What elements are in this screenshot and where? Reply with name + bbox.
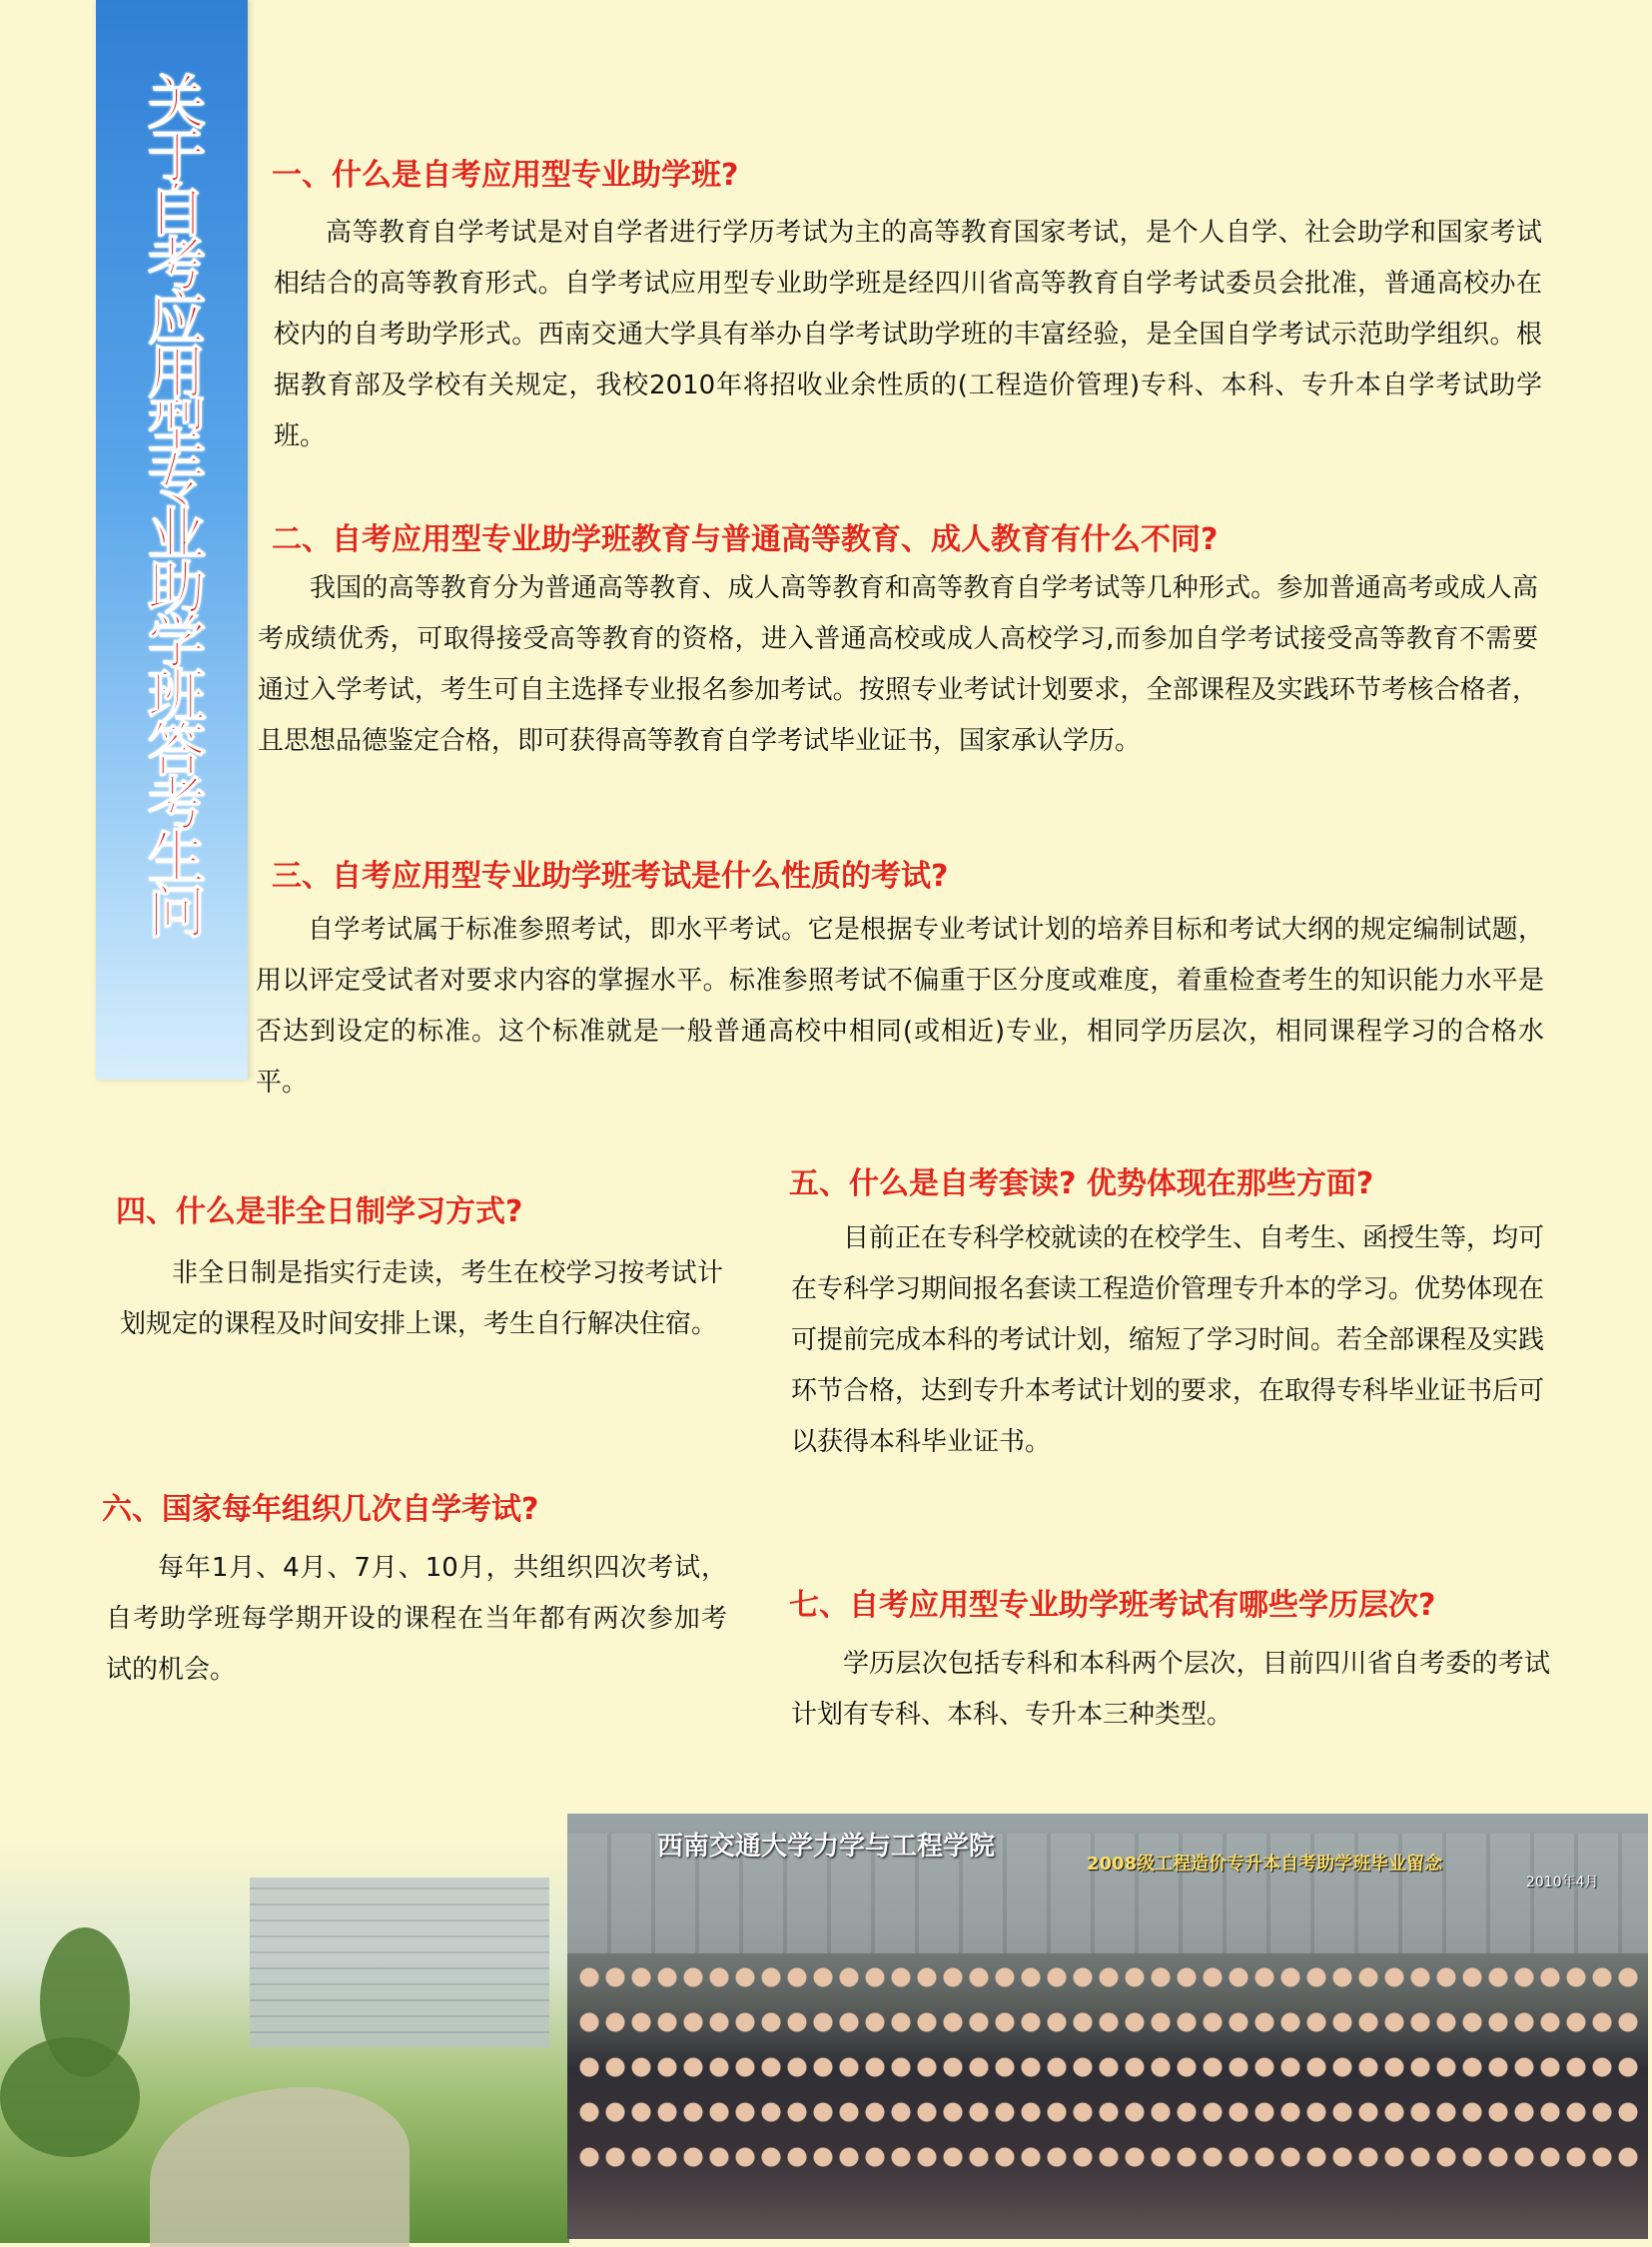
title-banner	[96, 0, 248, 1080]
people-row	[577, 2143, 1638, 2187]
campus-tree	[0, 2037, 140, 2157]
campus-path	[150, 2087, 410, 2247]
section-6-heading: 六、国家每年组织几次自学考试?	[102, 1492, 539, 1527]
section-3-paragraph: 自学考试属于标准参照考试，即水平考试。它是根据专业考试计划的培养目标和考试大纲的规定编制试题，用以评定受试者对要求内容的掌握水平。标准参照考试不偏重于区分度或难度，着重检查考生的知识能力水平是否达到设定的标准。这个标准就是一般普通高校中相同(或相近)专业，相同学历层次，相同课程学习的合格水平。	[256, 915, 1544, 1098]
campus-image	[0, 1838, 569, 2243]
banner-title: 关于自考应用型专业助学班答考生问	[138, 72, 206, 935]
section-6-paragraph: 每年1月、4月、7月、10月，共组织四次考试，自考助学班每学期开设的课程在当年都有两次参加考试的机会。	[106, 1553, 727, 1685]
section-3-heading: 三、自考应用型专业助学班考试是什么性质的考试?	[272, 859, 949, 894]
section-1-paragraph: 高等教育自学考试是对自学者进行学历考试为主的高等教育国家考试，是个人自学、社会助学和国家考试相结合的高等教育形式。自学考试应用型专业助学班是经四川省高等教育自学考试委员会批准，普通高校办在校内的自考助学形式。西南交通大学具有举办自学考试助学班的丰富经验，是全国自学考试示范助学组织。根据教育部及学校有关规定，我校2010年将招收业余性质的(工程造价管理)专科、本科、专升本自学考试助学班。	[274, 218, 1542, 451]
photo-caption-class: 2008级工程造价专升本自考助学班毕业留念	[1087, 1854, 1443, 1874]
graduation-group-photo	[567, 1814, 1648, 2239]
section-7-paragraph: 学历层次包括专科和本科两个层次，目前四川省自考委的考试计划有专科、本科、专升本三种类型。	[791, 1649, 1550, 1730]
section-1-heading: 一、什么是自考应用型专业助学班?	[272, 158, 739, 193]
people-row	[577, 1963, 1638, 2007]
section-4-heading: 四、什么是非全日制学习方式?	[116, 1194, 523, 1229]
photo-caption-date: 2010年4月	[1526, 1874, 1599, 1890]
photo-caption-school: 西南交通大学力学与工程学院	[657, 1832, 996, 1862]
people-row	[577, 2053, 1638, 2097]
section-5-paragraph: 目前正在专科学校就读的在校学生、自考生、函授生等，均可在专科学习期间报名套读工程造价管理专升本的学习。优势体现在可提前完成本科的考试计划，缩短了学习时间。若全部课程及实践环节合格，达到专升本考试计划的要求，在取得专科毕业证书后可以获得本科毕业证书。	[791, 1223, 1545, 1457]
people-row	[577, 2098, 1638, 2142]
people-row	[577, 2008, 1638, 2052]
section-2-paragraph: 我国的高等教育分为普通高等教育、成人高等教育和高等教育自学考试等几种形式。参加普通高考或成人高考成绩优秀，可取得接受高等教育的资格，进入普通高校或成人高校学习,而参加自学考试接受高等教育不需要通过入学考试，考生可自主选择专业报名参加考试。按照专业考试计划要求，全部课程及实践环节考核合格者，且思想品德鉴定合格，即可获得高等教育自学考试毕业证书，国家承认学历。	[258, 573, 1538, 756]
section-4-paragraph: 非全日制是指实行走读，考生在校学习按考试计划规定的课程及时间安排上课，考生自行解决住宿。	[120, 1258, 723, 1339]
section-2-heading: 二、自考应用型专业助学班教育与普通高等教育、成人教育有什么不同?	[272, 522, 1219, 557]
section-5-heading: 五、什么是自考套读? 优势体现在那些方面?	[789, 1166, 1374, 1201]
section-7-heading: 七、自考应用型专业助学班考试有哪些学历层次?	[789, 1588, 1436, 1623]
campus-building	[250, 1877, 549, 2047]
